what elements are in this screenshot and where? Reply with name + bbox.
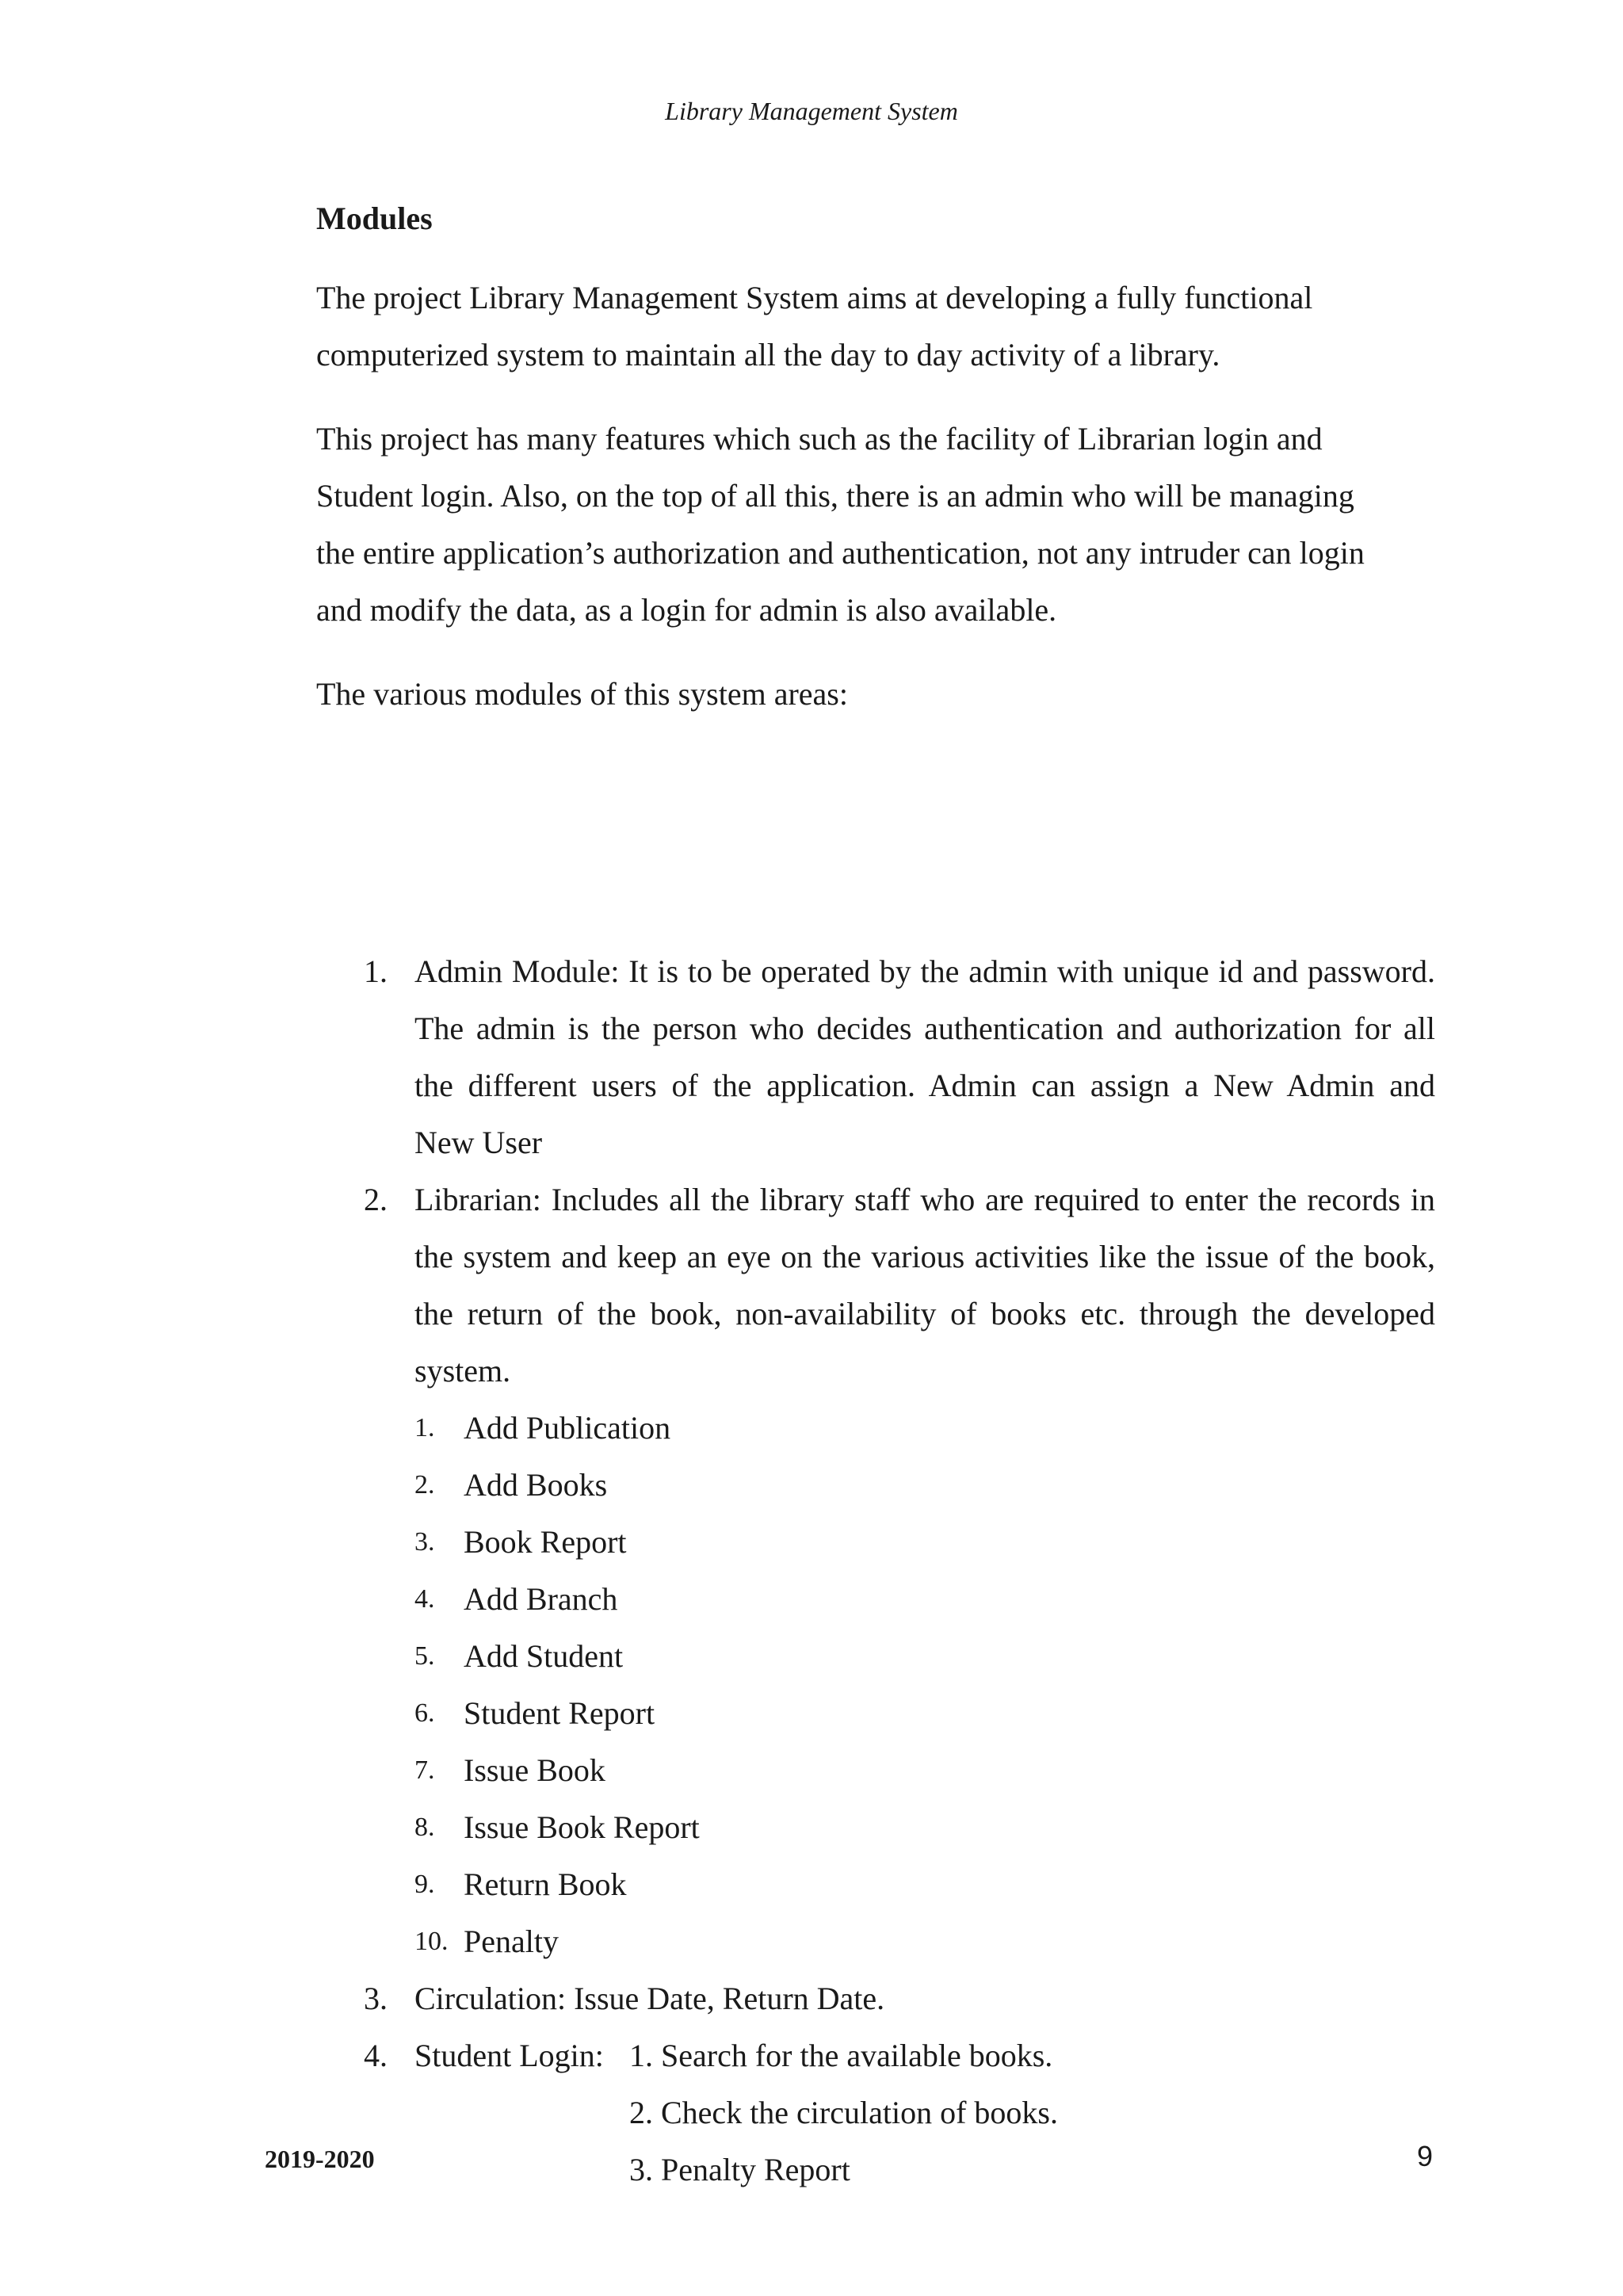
module-number: 1. [364,953,388,989]
module-item-admin [316,943,1435,1171]
paragraph-modules-intro [316,666,1435,723]
running-header: Library Management System [665,97,958,125]
section-heading: Modules [316,201,433,236]
list-item-number: 6. [414,1698,435,1728]
module-description [414,1171,1435,1400]
module-line: the return of the book, non-availability of books etc. through the developed [414,1296,1435,1331]
paragraph-line: The various modules of this system areas: [316,676,848,712]
module-description: Circulation: Issue Date, Return Date. [414,1981,885,2016]
list-item-number: 10. [414,1927,449,1956]
module-line: the system and keep an eye on the various activities like the issue of the book, [414,1239,1435,1274]
list-item [414,1400,1435,1457]
paragraph-intro [316,269,1435,384]
list-item-number: 7. [414,1755,435,1785]
librarian-sub-list [316,1400,1435,1970]
list-item [414,1913,1435,1970]
list-item [414,1856,1435,1913]
list-item [414,1514,1435,1571]
paragraph-line: The project Library Management System aims at developing a fully functional [316,280,1313,315]
paragraph-line: and modify the data, as a login for admin is also available. [316,592,1057,628]
list-item-text: Issue Book [464,1752,605,1788]
module-line: Librarian: Includes all the library staff who are required to enter the records in [414,1182,1435,1217]
page-number: 9 [1417,2140,1434,2172]
paragraph-line: computerized system to maintain all the day to day activity of a library. [316,337,1220,372]
list-item-number: 5. [414,1641,435,1671]
module-number: 3. [364,1981,388,2016]
list-item-text: Student Report [464,1695,655,1731]
list-item [414,1628,1435,1685]
list-item: 2. Check the circulation of books. [629,2095,1058,2130]
list-item-text: Issue Book Report [464,1809,700,1845]
module-line: the different users of the application. Admin can assign a New Admin and [414,1068,1435,1103]
list-item: 3. Penalty Report [629,2152,850,2187]
list-item: 1. Search for the available books. [629,2038,1053,2073]
list-item-number: 4. [414,1584,435,1614]
paragraph-line: the entire application’s authorization and authentication, not any intruder can login [316,535,1365,571]
module-description [414,943,1435,1171]
module-item-circulation [316,1970,1435,2027]
list-item-text: Add Branch [464,1581,618,1617]
list-item-text: Add Student [464,1638,624,1674]
modules-list [316,943,1435,2199]
module-line: system. [414,1353,511,1389]
footer-year: 2019-2020 [265,2145,375,2173]
list-item [414,1799,1435,1856]
module-item-student-login [316,2027,1435,2199]
list-item-number: 2. [414,1470,435,1499]
list-item-number: 8. [414,1813,435,1842]
list-item [414,1685,1435,1742]
list-item [414,1571,1435,1628]
module-label: Student Login: [414,2038,604,2073]
list-item-number: 9. [414,1870,435,1899]
module-line: New User [414,1125,543,1160]
module-line: The admin is the person who decides authentication and authorization for all [414,1010,1435,1046]
list-item-text: Penalty [464,1924,559,1959]
list-item-text: Return Book [464,1866,627,1902]
paragraph-line: Student login. Also, on the top of all this, there is an admin who will be managing [316,478,1354,514]
list-item-text: Add Publication [464,1410,671,1446]
paragraph-features [316,411,1435,639]
list-item-text: Book Report [464,1524,627,1560]
module-number: 2. [364,1182,388,1217]
module-number: 4. [364,2038,388,2073]
list-item [414,1742,1435,1799]
list-item-number: 1. [414,1413,435,1442]
list-item-text: Add Books [464,1467,608,1503]
list-item [414,1457,1435,1514]
module-line: Admin Module: It is to be operated by the admin with unique id and password. [414,953,1435,989]
module-item-librarian [316,1171,1435,1400]
paragraph-line: This project has many features which such as the facility of Librarian login and [316,421,1323,457]
list-item-number: 3. [414,1527,435,1557]
